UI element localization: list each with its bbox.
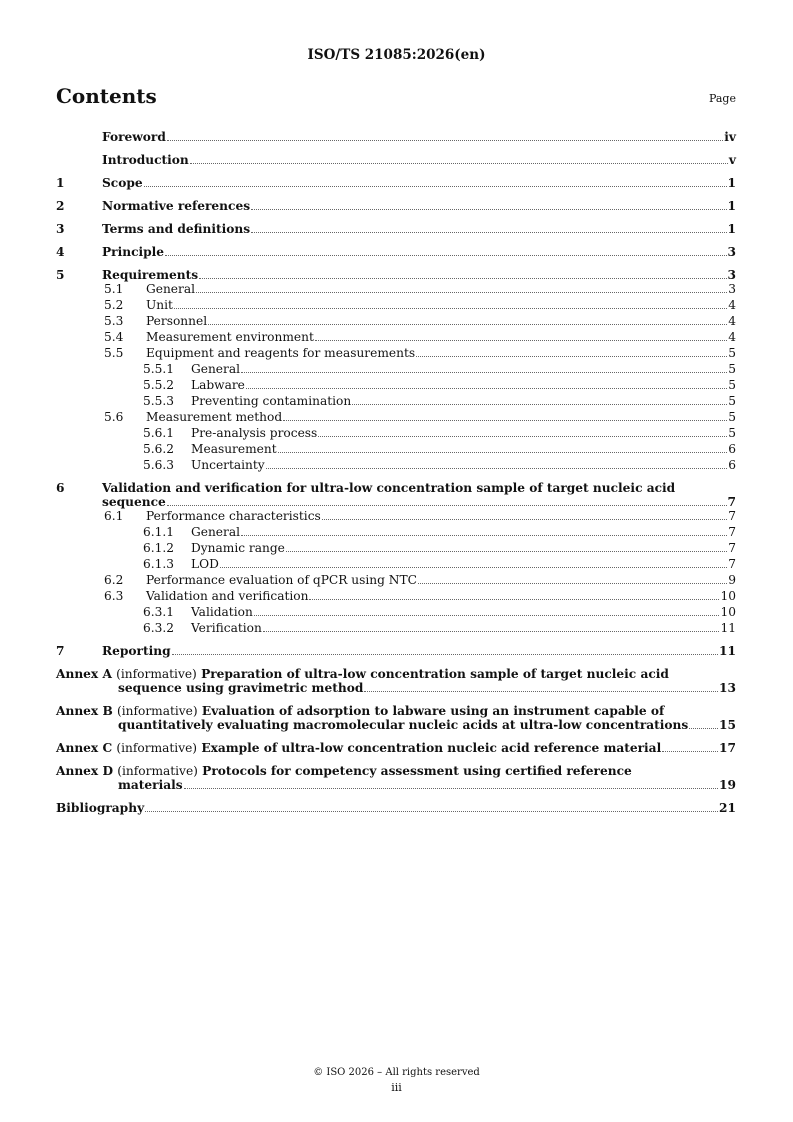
dot-leader xyxy=(246,388,727,389)
toc-entry-title: Performance characteristics xyxy=(146,509,321,523)
toc-entry[interactable] xyxy=(56,541,736,555)
toc-entry-page: iv xyxy=(724,130,736,144)
annex-entry-line2 xyxy=(56,681,736,695)
toc-entry-title: Validation xyxy=(191,605,253,619)
toc-entry-title: Measurement method xyxy=(146,410,283,424)
toc-entry-title: Foreword xyxy=(102,130,166,144)
dot-leader xyxy=(318,436,727,437)
toc-entry-page: 5 xyxy=(728,426,736,440)
toc-entry-number: 5.6.2 xyxy=(143,442,175,456)
dot-leader xyxy=(174,308,727,309)
toc-entry-page: 11 xyxy=(719,644,736,658)
bibliography-page: 21 xyxy=(719,801,736,815)
toc-entry-number: 5.6.3 xyxy=(143,458,175,472)
toc-entry-title: Validation and verification xyxy=(146,589,309,603)
toc-entry-title: Measurement environment xyxy=(146,330,314,344)
toc-entry-number: 5.6.1 xyxy=(143,426,175,440)
toc-entry-line2 xyxy=(56,495,736,509)
annex-entry-line1 xyxy=(56,667,736,681)
dot-leader xyxy=(322,519,727,520)
toc-entry-title: Measurement xyxy=(191,442,277,456)
toc-entry-title: Normative references xyxy=(102,199,251,213)
annex-informative: (informative) xyxy=(116,667,197,681)
annex-page: 15 xyxy=(719,718,736,732)
toc-entry[interactable] xyxy=(56,481,736,509)
dot-leader xyxy=(190,163,728,164)
table-of-contents xyxy=(56,130,736,815)
annex-page: 19 xyxy=(719,778,736,792)
toc-entry[interactable] xyxy=(56,153,736,167)
annex-label: Annex C xyxy=(56,741,113,755)
toc-entry-number: 6.1.2 xyxy=(143,541,175,555)
toc-entry-number: 6 xyxy=(56,481,65,495)
page-column-label: Page xyxy=(708,92,736,105)
toc-entry-page: 9 xyxy=(728,573,736,587)
toc-entry-page: 5 xyxy=(728,362,736,376)
toc-entry[interactable] xyxy=(56,509,736,523)
toc-entry-page: 6 xyxy=(728,442,736,456)
annex-entry-line1 xyxy=(56,764,736,778)
toc-entry-page: 11 xyxy=(720,621,736,635)
toc-entry-page: 4 xyxy=(728,330,736,344)
toc-entry[interactable] xyxy=(56,314,736,328)
annex-entry[interactable] xyxy=(56,741,736,755)
toc-entry[interactable] xyxy=(56,268,736,282)
toc-entry[interactable] xyxy=(56,621,736,635)
dot-leader xyxy=(416,356,727,357)
toc-entry[interactable] xyxy=(56,442,736,456)
bibliography-entry[interactable] xyxy=(56,801,736,815)
toc-entry-page: 7 xyxy=(728,541,736,555)
dot-leader xyxy=(263,631,720,632)
annex-title-line2: quantitatively evaluating macromolecular nucleic acids at ultra-low concentrations xyxy=(118,718,689,732)
dot-leader xyxy=(352,404,727,405)
annex-page: 17 xyxy=(719,741,736,755)
toc-entry[interactable] xyxy=(56,330,736,344)
annex-entry[interactable] xyxy=(56,764,736,792)
toc-entry-title: Verification xyxy=(191,621,262,635)
toc-entry[interactable] xyxy=(56,525,736,539)
toc-entry-page: 4 xyxy=(728,298,736,312)
toc-entry[interactable] xyxy=(56,199,736,213)
toc-entry-number: 2 xyxy=(56,199,65,213)
toc-entry-number: 6.1 xyxy=(104,509,124,523)
toc-entry-page: 1 xyxy=(727,222,736,236)
annex-title-line2: materials xyxy=(118,778,183,792)
toc-entry-number: 7 xyxy=(56,644,65,658)
toc-entry-number: 5.5 xyxy=(104,346,124,360)
toc-entry-title: Terms and definitions xyxy=(102,222,251,236)
toc-entry-title-line2: sequence xyxy=(102,495,166,509)
dot-leader xyxy=(309,599,719,600)
dot-leader xyxy=(689,728,718,729)
dot-leader xyxy=(283,420,727,421)
toc-entry-number: 5.5.2 xyxy=(143,378,175,392)
dot-leader xyxy=(145,811,718,812)
toc-entry-page: 5 xyxy=(728,410,736,424)
toc-entry-title: Introduction xyxy=(102,153,189,167)
dot-leader xyxy=(241,372,727,373)
toc-entry-page: 10 xyxy=(720,589,736,603)
dot-leader xyxy=(254,615,720,616)
toc-entry-number: 5.4 xyxy=(104,330,124,344)
toc-entry-title: Personnel xyxy=(146,314,208,328)
document-id-header: ISO/TS 21085:2026(en) xyxy=(307,47,486,63)
toc-entry[interactable] xyxy=(56,298,736,312)
toc-entry-number: 1 xyxy=(56,176,65,190)
toc-entry[interactable] xyxy=(56,644,736,658)
toc-entry[interactable] xyxy=(56,426,736,440)
toc-entry-page: 3 xyxy=(727,245,736,259)
toc-entry[interactable] xyxy=(56,557,736,571)
toc-entry-number: 5 xyxy=(56,268,65,282)
toc-entry-page: 6 xyxy=(728,458,736,472)
toc-entry-page: 7 xyxy=(728,525,736,539)
annex-title-line2: sequence using gravimetric method xyxy=(118,681,364,695)
dot-leader xyxy=(251,232,726,233)
toc-entry-number: 5.1 xyxy=(104,282,124,296)
toc-entry-page: 3 xyxy=(727,268,736,282)
toc-entry[interactable] xyxy=(56,282,736,296)
toc-entry-page: 5 xyxy=(728,346,736,360)
toc-entry[interactable] xyxy=(56,362,736,376)
dot-leader xyxy=(199,278,726,279)
toc-entry[interactable] xyxy=(56,394,736,408)
annex-title: Evaluation of adsorption to labware using an instrument capable of xyxy=(201,704,665,718)
dot-leader xyxy=(251,209,726,210)
dot-leader xyxy=(172,654,718,655)
toc-entry-page: 3 xyxy=(728,282,736,296)
dot-leader xyxy=(418,583,727,584)
annex-entry-line2 xyxy=(56,718,736,732)
toc-entry-title: LOD xyxy=(191,557,219,571)
bibliography-title: Bibliography xyxy=(56,801,145,815)
toc-entry-page: 1 xyxy=(727,176,736,190)
toc-entry[interactable] xyxy=(56,573,736,587)
toc-entry-page: 10 xyxy=(720,605,736,619)
annex-label: Annex B xyxy=(56,704,113,718)
annex-entry[interactable] xyxy=(56,667,736,695)
toc-entry-title: Requirements xyxy=(102,268,199,282)
annex-title: Example of ultra-low concentration nucleic acid reference material xyxy=(201,741,662,755)
annex-title: Preparation of ultra-low concentration sample of target nucleic acid xyxy=(201,667,669,681)
annex-page: 13 xyxy=(719,681,736,695)
toc-entry-title: Unit xyxy=(146,298,173,312)
dot-leader xyxy=(196,292,727,293)
toc-entry-page: v xyxy=(728,153,736,167)
toc-entry[interactable] xyxy=(56,589,736,603)
annex-informative: (informative) xyxy=(117,704,198,718)
annex-informative: (informative) xyxy=(117,764,198,778)
toc-entry-title: General xyxy=(191,362,240,376)
toc-entry-number: 4 xyxy=(56,245,65,259)
toc-entry[interactable] xyxy=(56,458,736,472)
toc-entry-title: Equipment and reagents for measurements xyxy=(146,346,416,360)
annex-entry[interactable] xyxy=(56,704,736,732)
toc-entry-page: 5 xyxy=(728,378,736,392)
dot-leader xyxy=(144,186,727,187)
toc-entry-title: Reporting xyxy=(102,644,171,658)
dot-leader xyxy=(241,535,727,536)
toc-entry-page: 4 xyxy=(728,314,736,328)
annex-label: Annex A xyxy=(56,667,112,681)
toc-entry[interactable] xyxy=(56,346,736,360)
toc-entry-title: Pre-analysis process xyxy=(191,426,318,440)
annex-entry-title xyxy=(56,741,661,755)
dot-leader xyxy=(165,255,726,256)
toc-entry[interactable] xyxy=(56,378,736,392)
dot-leader xyxy=(167,140,723,141)
dot-leader xyxy=(184,788,718,789)
dot-leader xyxy=(315,340,727,341)
toc-entry-number: 6.3.1 xyxy=(143,605,175,619)
toc-entry-number: 3 xyxy=(56,222,65,236)
toc-entry[interactable] xyxy=(56,245,736,259)
toc-entry[interactable] xyxy=(56,130,736,144)
toc-entry-page: 5 xyxy=(728,394,736,408)
toc-entry-title-line1: Validation and verification for ultra-low concentration sample of target nucleic acid xyxy=(102,481,676,495)
dot-leader xyxy=(167,505,727,506)
toc-entry-number: 5.5.3 xyxy=(143,394,175,408)
toc-entry-title: Uncertainty xyxy=(191,458,265,472)
annex-label: Annex D xyxy=(56,764,114,778)
toc-entry-number: 6.3 xyxy=(104,589,124,603)
toc-entry-page: 7 xyxy=(728,509,736,523)
toc-entry-number: 6.2 xyxy=(104,573,124,587)
dot-leader xyxy=(278,452,728,453)
page-footer xyxy=(0,1067,793,1097)
page-title: Contents xyxy=(56,84,157,108)
toc-entry-number: 5.2 xyxy=(104,298,124,312)
dot-leader xyxy=(220,567,727,568)
copyright-notice: © ISO 2026 – All rights reserved xyxy=(313,1067,480,1078)
toc-entry-number: 6.1.3 xyxy=(143,557,175,571)
toc-entry-number: 6.1.1 xyxy=(143,525,175,539)
toc-entry-number: 6.3.2 xyxy=(143,621,175,635)
annex-entry-line1 xyxy=(56,741,736,755)
dot-leader xyxy=(364,691,718,692)
toc-entry-title: Preventing contamination xyxy=(191,394,352,408)
toc-entry-page: 7 xyxy=(728,557,736,571)
annex-entry-line1 xyxy=(56,704,736,718)
toc-entry[interactable] xyxy=(56,410,736,424)
annex-informative: (informative) xyxy=(116,741,198,755)
toc-entry-number: 5.6 xyxy=(104,410,124,424)
toc-entry-title: Performance evaluation of qPCR using NTC xyxy=(146,573,417,587)
page-number: iii xyxy=(391,1081,402,1094)
toc-entry-page: 7 xyxy=(727,495,736,509)
annex-entry-line2 xyxy=(56,778,736,792)
toc-entry-number: 5.5.1 xyxy=(143,362,175,376)
dot-leader xyxy=(266,468,728,469)
dot-leader xyxy=(286,551,727,552)
dot-leader xyxy=(208,324,727,325)
toc-entry-title: Labware xyxy=(191,378,245,392)
toc-entry-title: Scope xyxy=(102,176,143,190)
toc-entry-title: General xyxy=(146,282,195,296)
annex-title: Protocols for competency assessment using certified reference xyxy=(202,764,632,778)
toc-entry[interactable] xyxy=(56,176,736,190)
toc-entry-title: General xyxy=(191,525,240,539)
dot-leader xyxy=(662,751,718,752)
toc-entry[interactable] xyxy=(56,222,736,236)
toc-entry-number: 5.3 xyxy=(104,314,124,328)
toc-entry[interactable] xyxy=(56,605,736,619)
toc-entry-title: Principle xyxy=(102,245,165,259)
toc-entry-title: Dynamic range xyxy=(191,541,285,555)
toc-entry-page: 1 xyxy=(727,199,736,213)
